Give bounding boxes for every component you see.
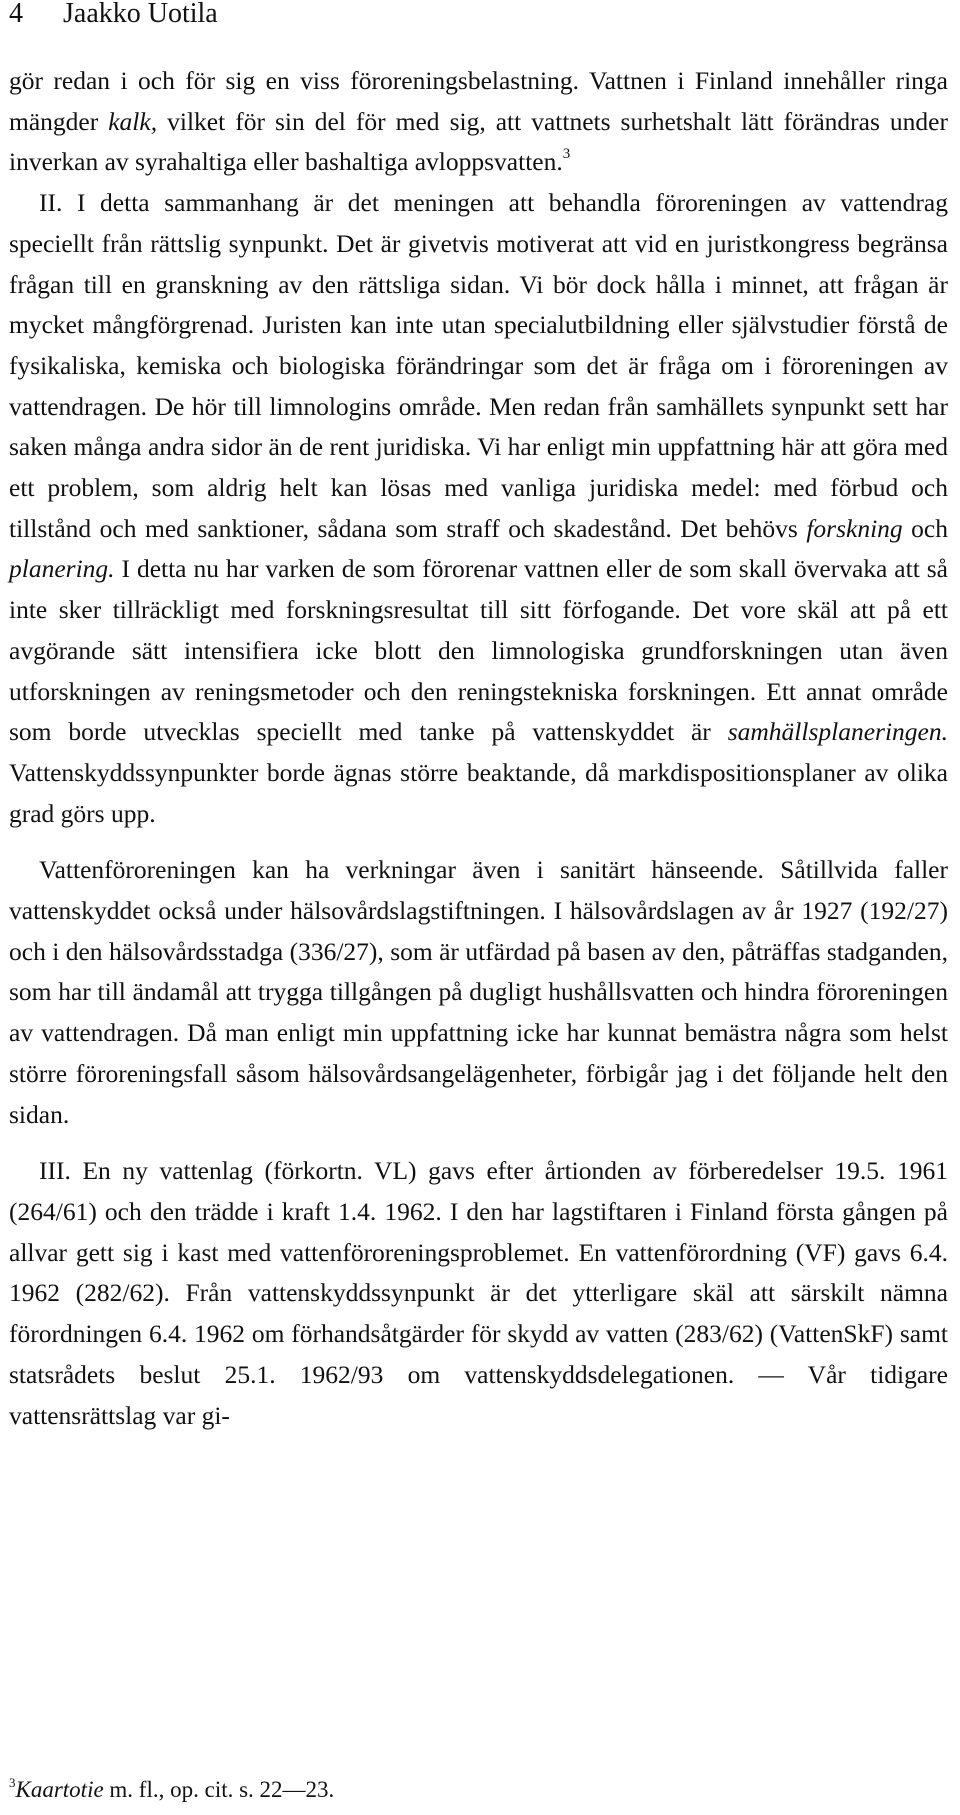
paragraph-2 [9, 183, 948, 834]
footnote [9, 1775, 334, 1805]
running-header [9, 0, 218, 31]
body-text [9, 61, 948, 1436]
text-run: vilket för sin del för med sig, att vattnets surhetshalt lätt förändras under inverkan av syrahaltiga eller bashaltiga avloppsvatten. [9, 106, 948, 177]
text-run: och [902, 513, 948, 543]
emphasis-forskning: forskning [806, 513, 903, 543]
footnote-number: 3 [9, 1775, 16, 1790]
footnote-ref: 3 [562, 146, 571, 163]
emphasis-samhallsplaneringen: samhällsplaneringen. [727, 717, 948, 747]
footnote-author: Kaartotie [15, 1777, 104, 1802]
page-number: 4 [9, 0, 23, 29]
text-run: gör redan i och för sig en viss föroreningsbelastning. Vattnen i Finland innehåller ringa mängder [9, 66, 948, 136]
emphasis-kalk: kalk, [108, 106, 158, 136]
text-run: I detta nu har varken de som förorenar vattnen eller de som skall övervaka att så inte sker tillräckligt med forskningsresultat till sitt förfogande. Det vore skäl att på ett avgörande sätt intensifiera icke blott den limnologiska grundforskningen utan även utforskningen av reningsmetoder och den reningstekniska forskningen. Ett annat område som borde utvecklas speciellt med tanke på vattenskyddet är [9, 554, 948, 747]
paragraph-4: III. En ny vattenlag (förkortn. VL) gavs efter årtionden av förberedelser 19.5. 1961 (264/61) och den trädde i kraft 1.4. 1962. I den har lagstiftaren i Finland första gången på allvar gett sig i kast med vattenföroreningsproblemet. En vattenförordning (VF) gavs 6.4. 1962 (282/62). Från vattenskyddssynpunkt är det ytterligare skäl att särskilt nämna förordningen 6.4. 1962 om förhandsåtgärder för skydd av vatten (283/62) (VattenSkF) samt statsrådets beslut 25.1. 1962/93 om vattenskyddsdelegationen. — Vår tidigare vattensrättslag var gi- [9, 1156, 948, 1430]
emphasis-planering: planering. [9, 554, 115, 584]
paragraph-1 [9, 61, 948, 183]
paragraph-3: Vattenföroreningen kan ha verkningar även i sanitärt hänseende. Såtillvida faller vattenskyddet också under hälsovårdslagstiftningen. I hälsovårdslagen av år 1927 (192/27) och i den hälsovårdsstadga (336/27), som är utfärdad på basen av den, påträffas stadganden, som har till ändamål att trygga tillgången på dugligt hushållsvatten och hindra föroreningen av vattendragen. Då man enligt min uppfattning icke har kunnat bemästra några som helst större föroreningsfall såsom hälsovårdsangelägenheter, förbigår jag i det följande helt den sidan. [9, 855, 948, 1129]
footnote-text: m. fl., op. cit. s. 22—23. [103, 1777, 335, 1802]
text-run: Vattenskyddssynpunkter borde ägnas större beaktande, då markdispositionsplaner av olika grad görs upp. [9, 757, 948, 828]
author-name: Jaakko Uotila [63, 0, 218, 29]
text-run: II. I detta sammanhang är det meningen att behandla föroreningen av vattendrag speciellt från rättslig synpunkt. Det är givetvis motiverat att vid en juristkongress begränsa frågan till en granskning av den rättsliga sidan. Vi bör dock hålla i minnet, att frågan är mycket mångförgrenad. Juristen kan inte utan specialutbildning eller självstudier förstå de fysikaliska, kemiska och biologiska förändringar som det är fråga om i föroreningen av vattendragen. De hör till limnologins område. Men redan från samhällets synpunkt sett har saken många andra sidor än de rent juridiska. Vi har enligt min uppfattning här att göra med ett problem, som aldrig helt kan lösas med vanliga juridiska medel: med förbud och tillstånd och med sanktioner, sådana som straff och skadestånd. Det behövs [9, 188, 948, 543]
